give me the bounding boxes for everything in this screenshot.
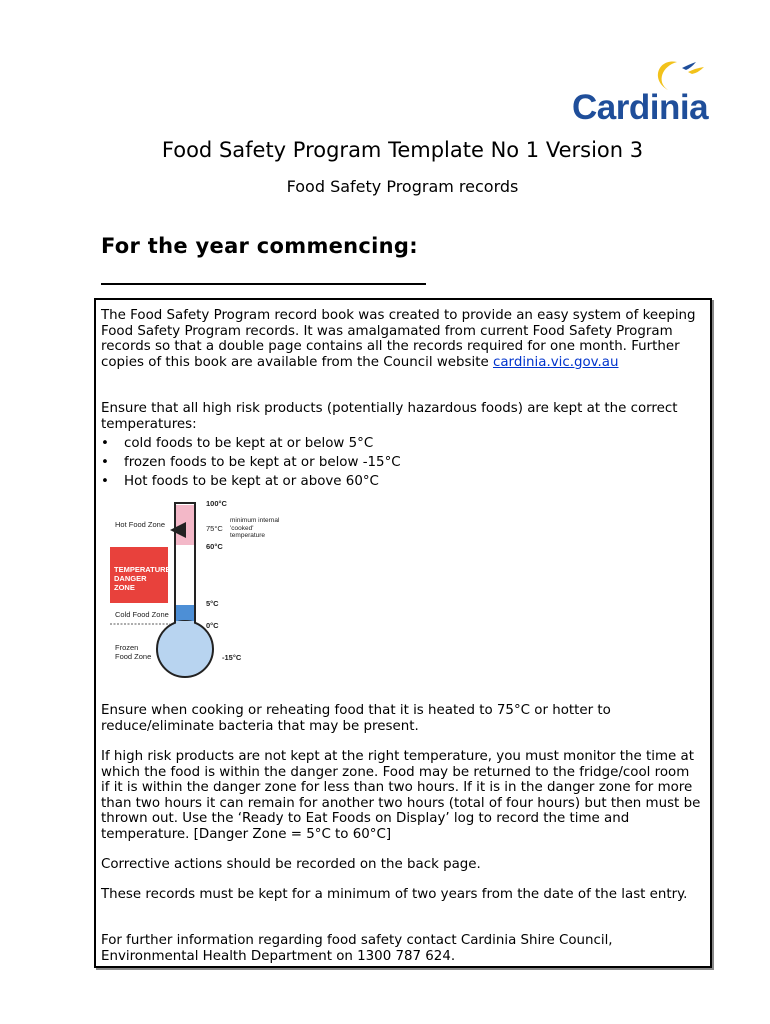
mark-100: 100°C — [206, 499, 227, 508]
logo-wordmark: Cardinia — [572, 88, 709, 127]
frozen-bulb — [157, 621, 213, 677]
corrective-paragraph: Corrective actions should be recorded on the back page. — [101, 857, 481, 872]
bullet-dot-icon: • — [101, 455, 109, 470]
cooked-temp-note: minimum internal 'cooked' temperature — [230, 517, 280, 539]
mark-minus15: -15°C — [222, 653, 242, 662]
frozen-zone-label: Frozen Food Zone — [115, 643, 152, 661]
records-paragraph: These records must be kept for a minimum of two years from the date of the last entry. — [101, 887, 688, 902]
bullet-frozen — [101, 455, 401, 471]
cardinia-logo — [570, 58, 715, 130]
thermometer-diagram — [110, 497, 310, 692]
intro-text: The Food Safety Program record book was created to provide an easy system of keeping Food Safety Program records. It was amalgamated from current Food Safety Program records so that a double page contains all the records required for one month. Further copies of this book are available from the Council website — [101, 308, 696, 370]
council-website-link[interactable]: cardinia.vic.gov.au — [492, 354, 619, 370]
mark-60: 60°C — [206, 542, 223, 551]
cold-zone-label: Cold Food Zone — [115, 610, 169, 619]
mark-75: 75°C — [206, 524, 223, 533]
mark-5: 5°C — [206, 599, 219, 608]
intro-paragraph — [101, 308, 701, 370]
bullet-hot — [101, 474, 379, 490]
bullet-frozen-text: frozen foods to be kept at or below -15°C — [124, 455, 401, 470]
temperature-intro: Ensure that all high risk products (potentially hazardous foods) are kept at the correct temperatures: — [101, 401, 678, 432]
bullet-cold-text: cold foods to be kept at or below 5°C — [124, 436, 374, 451]
page-title: Food Safety Program Template No 1 Version 3 — [161, 138, 644, 162]
year-heading: For the year commencing: — [101, 234, 418, 258]
hot-zone-label: Hot Food Zone — [115, 520, 166, 529]
bullet-hot-text: Hot foods to be kept at or above 60°C — [124, 474, 379, 489]
danger-zone-label: TEMPERATURE DANGER ZONE — [114, 565, 171, 592]
bullet-dot-icon: • — [101, 436, 109, 451]
page-subtitle: Food Safety Program records — [286, 177, 519, 196]
bullet-cold — [101, 436, 373, 452]
monitor-paragraph: If high risk products are not kept at the right temperature, you must monitor the time at which the food is within the danger zone. Food may be returned to the fridge/cool room if it is within the danger zone for less than two hours. If it is in the danger zone for more than two hours it can remain for another two hours (total of four hours) but then must be thrown out. Use the ‘Ready to Eat Foods on Display’ log to record the time and temperature. [Danger Zone = 5°C to 60°C] — [101, 749, 701, 842]
mark-0: 0°C — [206, 621, 219, 630]
bullet-dot-icon: • — [101, 474, 109, 489]
contact-paragraph: For further information regarding food safety contact Cardinia Shire Council, Environmental Health Department on 1300 787 624. — [101, 933, 613, 964]
year-blank-line[interactable] — [101, 283, 426, 285]
cooking-paragraph: Ensure when cooking or reheating food that it is heated to 75°C or hotter to reduce/eliminate bacteria that may be present. — [101, 703, 611, 734]
